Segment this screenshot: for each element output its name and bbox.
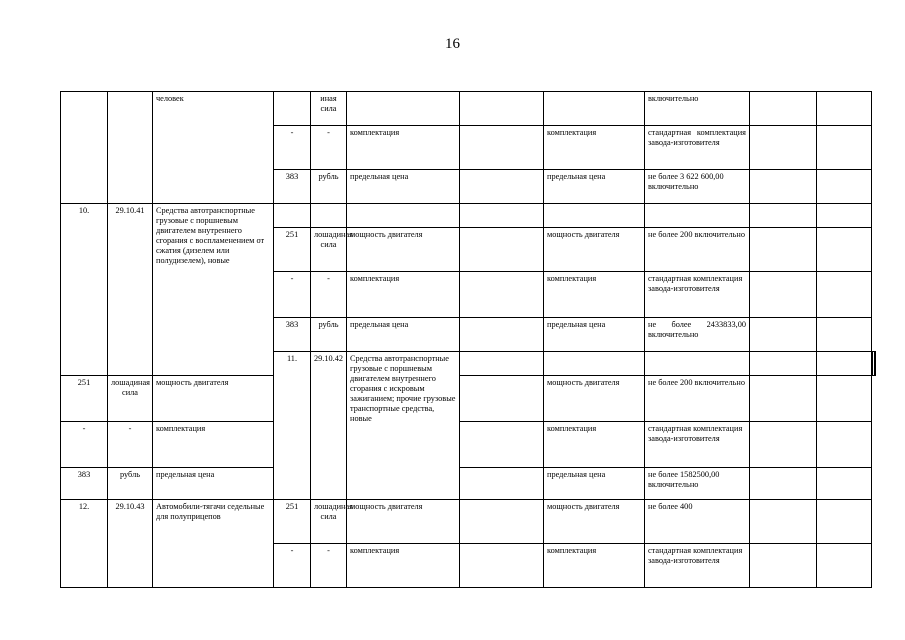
cell-extra-1: [750, 500, 817, 544]
cell-requirement: [460, 422, 544, 468]
cell-characteristic: мощность двигателя: [153, 376, 274, 422]
cell-value: предельная цена: [544, 468, 645, 500]
cell-spec: не более 2433833,00 включительно: [645, 318, 750, 352]
cell-extra-1: [750, 92, 817, 126]
cell-extra-2: [817, 92, 872, 126]
cell-code: -: [274, 544, 311, 588]
cell-okpd: 29.10.41: [108, 204, 153, 376]
cell-characteristic: предельная цена: [347, 170, 460, 204]
cell-characteristic: предельная цена: [153, 468, 274, 500]
cell-requirement: [460, 272, 544, 318]
cell-code: [460, 352, 544, 376]
cell-okpd: [108, 92, 153, 204]
cell-requirement: [460, 170, 544, 204]
cell-extra-2: [817, 376, 872, 422]
cell-requirement: [460, 376, 544, 422]
cell-name: Автомобили-тягачи седельные для полуприцепов: [153, 500, 274, 588]
cell-num: 10.: [61, 204, 108, 376]
cell-extra-1: [750, 170, 817, 204]
cell-unit: -: [311, 126, 347, 170]
cell-code: 383: [274, 170, 311, 204]
table-row: [61, 468, 876, 500]
cell-code: 251: [61, 376, 108, 422]
cell-extra-2: [817, 422, 872, 468]
cell-spec: включительно: [645, 92, 750, 126]
cell-value: комплектация: [544, 272, 645, 318]
cell-characteristic: [347, 204, 460, 228]
cell-unit: лошадиная сила: [311, 500, 347, 544]
table-row: [61, 376, 876, 422]
cell-extra-2: [817, 500, 872, 544]
cell-extra-1: [750, 422, 817, 468]
cell-requirement: [750, 352, 817, 376]
cell-num: 11.: [274, 352, 311, 500]
cell-value: комплектация: [544, 126, 645, 170]
cell-code: [274, 204, 311, 228]
cell-requirement: [460, 318, 544, 352]
cell-characteristic: мощность двигателя: [347, 228, 460, 272]
cell-characteristic: [645, 352, 750, 376]
cell-spec: не более 400: [645, 500, 750, 544]
cell-spec: не более 3 622 600,00 включительно: [645, 170, 750, 204]
cell-okpd: 29.10.42: [311, 352, 347, 500]
table-row: [61, 204, 876, 228]
cell-value: [544, 204, 645, 228]
cell-requirement: [460, 92, 544, 126]
cell-extra-1: [750, 376, 817, 422]
cell-extra-2: [817, 272, 872, 318]
cell-unit: [544, 352, 645, 376]
cell-extra-2: [817, 468, 872, 500]
cell-value: комплектация: [544, 422, 645, 468]
cell-code: -: [61, 422, 108, 468]
cell-code: -: [274, 272, 311, 318]
cell-extra-1: [750, 468, 817, 500]
cell-name: человек: [153, 92, 274, 204]
cell-unit: лошадиная сила: [108, 376, 153, 422]
cell-extra-1: [750, 272, 817, 318]
cell-num: [61, 92, 108, 204]
cell-spec: не более 200 включительно: [645, 376, 750, 422]
cell-extra-1: [750, 544, 817, 588]
cell-characteristic: мощность двигателя: [347, 500, 460, 544]
cell-unit: иная сила: [311, 92, 347, 126]
cell-code: -: [274, 126, 311, 170]
cell-value: мощность двигателя: [544, 500, 645, 544]
cell-requirement: [460, 204, 544, 228]
cell-extra-1: [750, 126, 817, 170]
cell-code: 383: [61, 468, 108, 500]
requirements-table: [60, 91, 876, 588]
cell-unit: -: [108, 422, 153, 468]
cell-extra-2: [817, 544, 872, 588]
cell-extra-1: [750, 204, 817, 228]
cell-code: [274, 92, 311, 126]
table-row: [61, 92, 876, 126]
cell-value: предельная цена: [544, 170, 645, 204]
cell-unit: -: [311, 272, 347, 318]
cell-value: мощность двигателя: [544, 228, 645, 272]
cell-value: мощность двигателя: [544, 376, 645, 422]
cell-extra-2: [817, 228, 872, 272]
cell-value: [544, 92, 645, 126]
table-row: [61, 500, 876, 544]
cell-characteristic: комплектация: [153, 422, 274, 468]
cell-unit: -: [311, 544, 347, 588]
cell-code: 383: [274, 318, 311, 352]
cell-spec: не более 200 включительно: [645, 228, 750, 272]
cell-spec: стандартная комплектация завода-изготовителя: [645, 126, 750, 170]
cell-unit: рубль: [108, 468, 153, 500]
cell-unit: лошадиная сила: [311, 228, 347, 272]
cell-spec: [645, 204, 750, 228]
table-row: [61, 422, 876, 468]
cell-spec: стандартная комплектация завода-изготовителя: [645, 422, 750, 468]
cell-extra-2: [817, 204, 872, 228]
cell-extra-2: [817, 126, 872, 170]
cell-extra-1: [750, 228, 817, 272]
cell-unit: рубль: [311, 170, 347, 204]
cell-characteristic: [347, 92, 460, 126]
cell-extra-2: [817, 318, 872, 352]
cell-value: [817, 352, 872, 376]
cell-code: 251: [274, 500, 311, 544]
cell-spec: стандартная комплектация завода-изготовителя: [645, 272, 750, 318]
cell-code: 251: [274, 228, 311, 272]
page-number: 16: [445, 36, 460, 52]
cell-unit: [311, 204, 347, 228]
cell-num: 12.: [61, 500, 108, 588]
cell-name: Средства автотранспортные грузовые с поршневым двигателем внутреннего сгорания с искровым зажиганием; прочие грузовые транспортные средства, новые: [347, 352, 460, 500]
cell-name: Средства автотранспортные грузовые с поршневым двигателем внутреннего сгорания с воспламенением от сжатия (дизелем или полудизелем), новые: [153, 204, 274, 376]
cell-requirement: [460, 228, 544, 272]
cell-characteristic: предельная цена: [347, 318, 460, 352]
cell-requirement: [460, 544, 544, 588]
cell-characteristic: комплектация: [347, 126, 460, 170]
cell-value: комплектация: [544, 544, 645, 588]
cell-value: предельная цена: [544, 318, 645, 352]
cell-okpd: 29.10.43: [108, 500, 153, 588]
cell-extra-2: [817, 170, 872, 204]
cell-extra-1: [750, 318, 817, 352]
cell-characteristic: комплектация: [347, 544, 460, 588]
cell-spec: стандартная комплектация завода-изготовителя: [645, 544, 750, 588]
cell-unit: рубль: [311, 318, 347, 352]
cell-requirement: [460, 126, 544, 170]
cell-spec: не более 1582500,00 включительно: [645, 468, 750, 500]
cell-requirement: [460, 468, 544, 500]
cell-characteristic: комплектация: [347, 272, 460, 318]
cell-extra-2: [874, 352, 875, 376]
cell-requirement: [460, 500, 544, 544]
